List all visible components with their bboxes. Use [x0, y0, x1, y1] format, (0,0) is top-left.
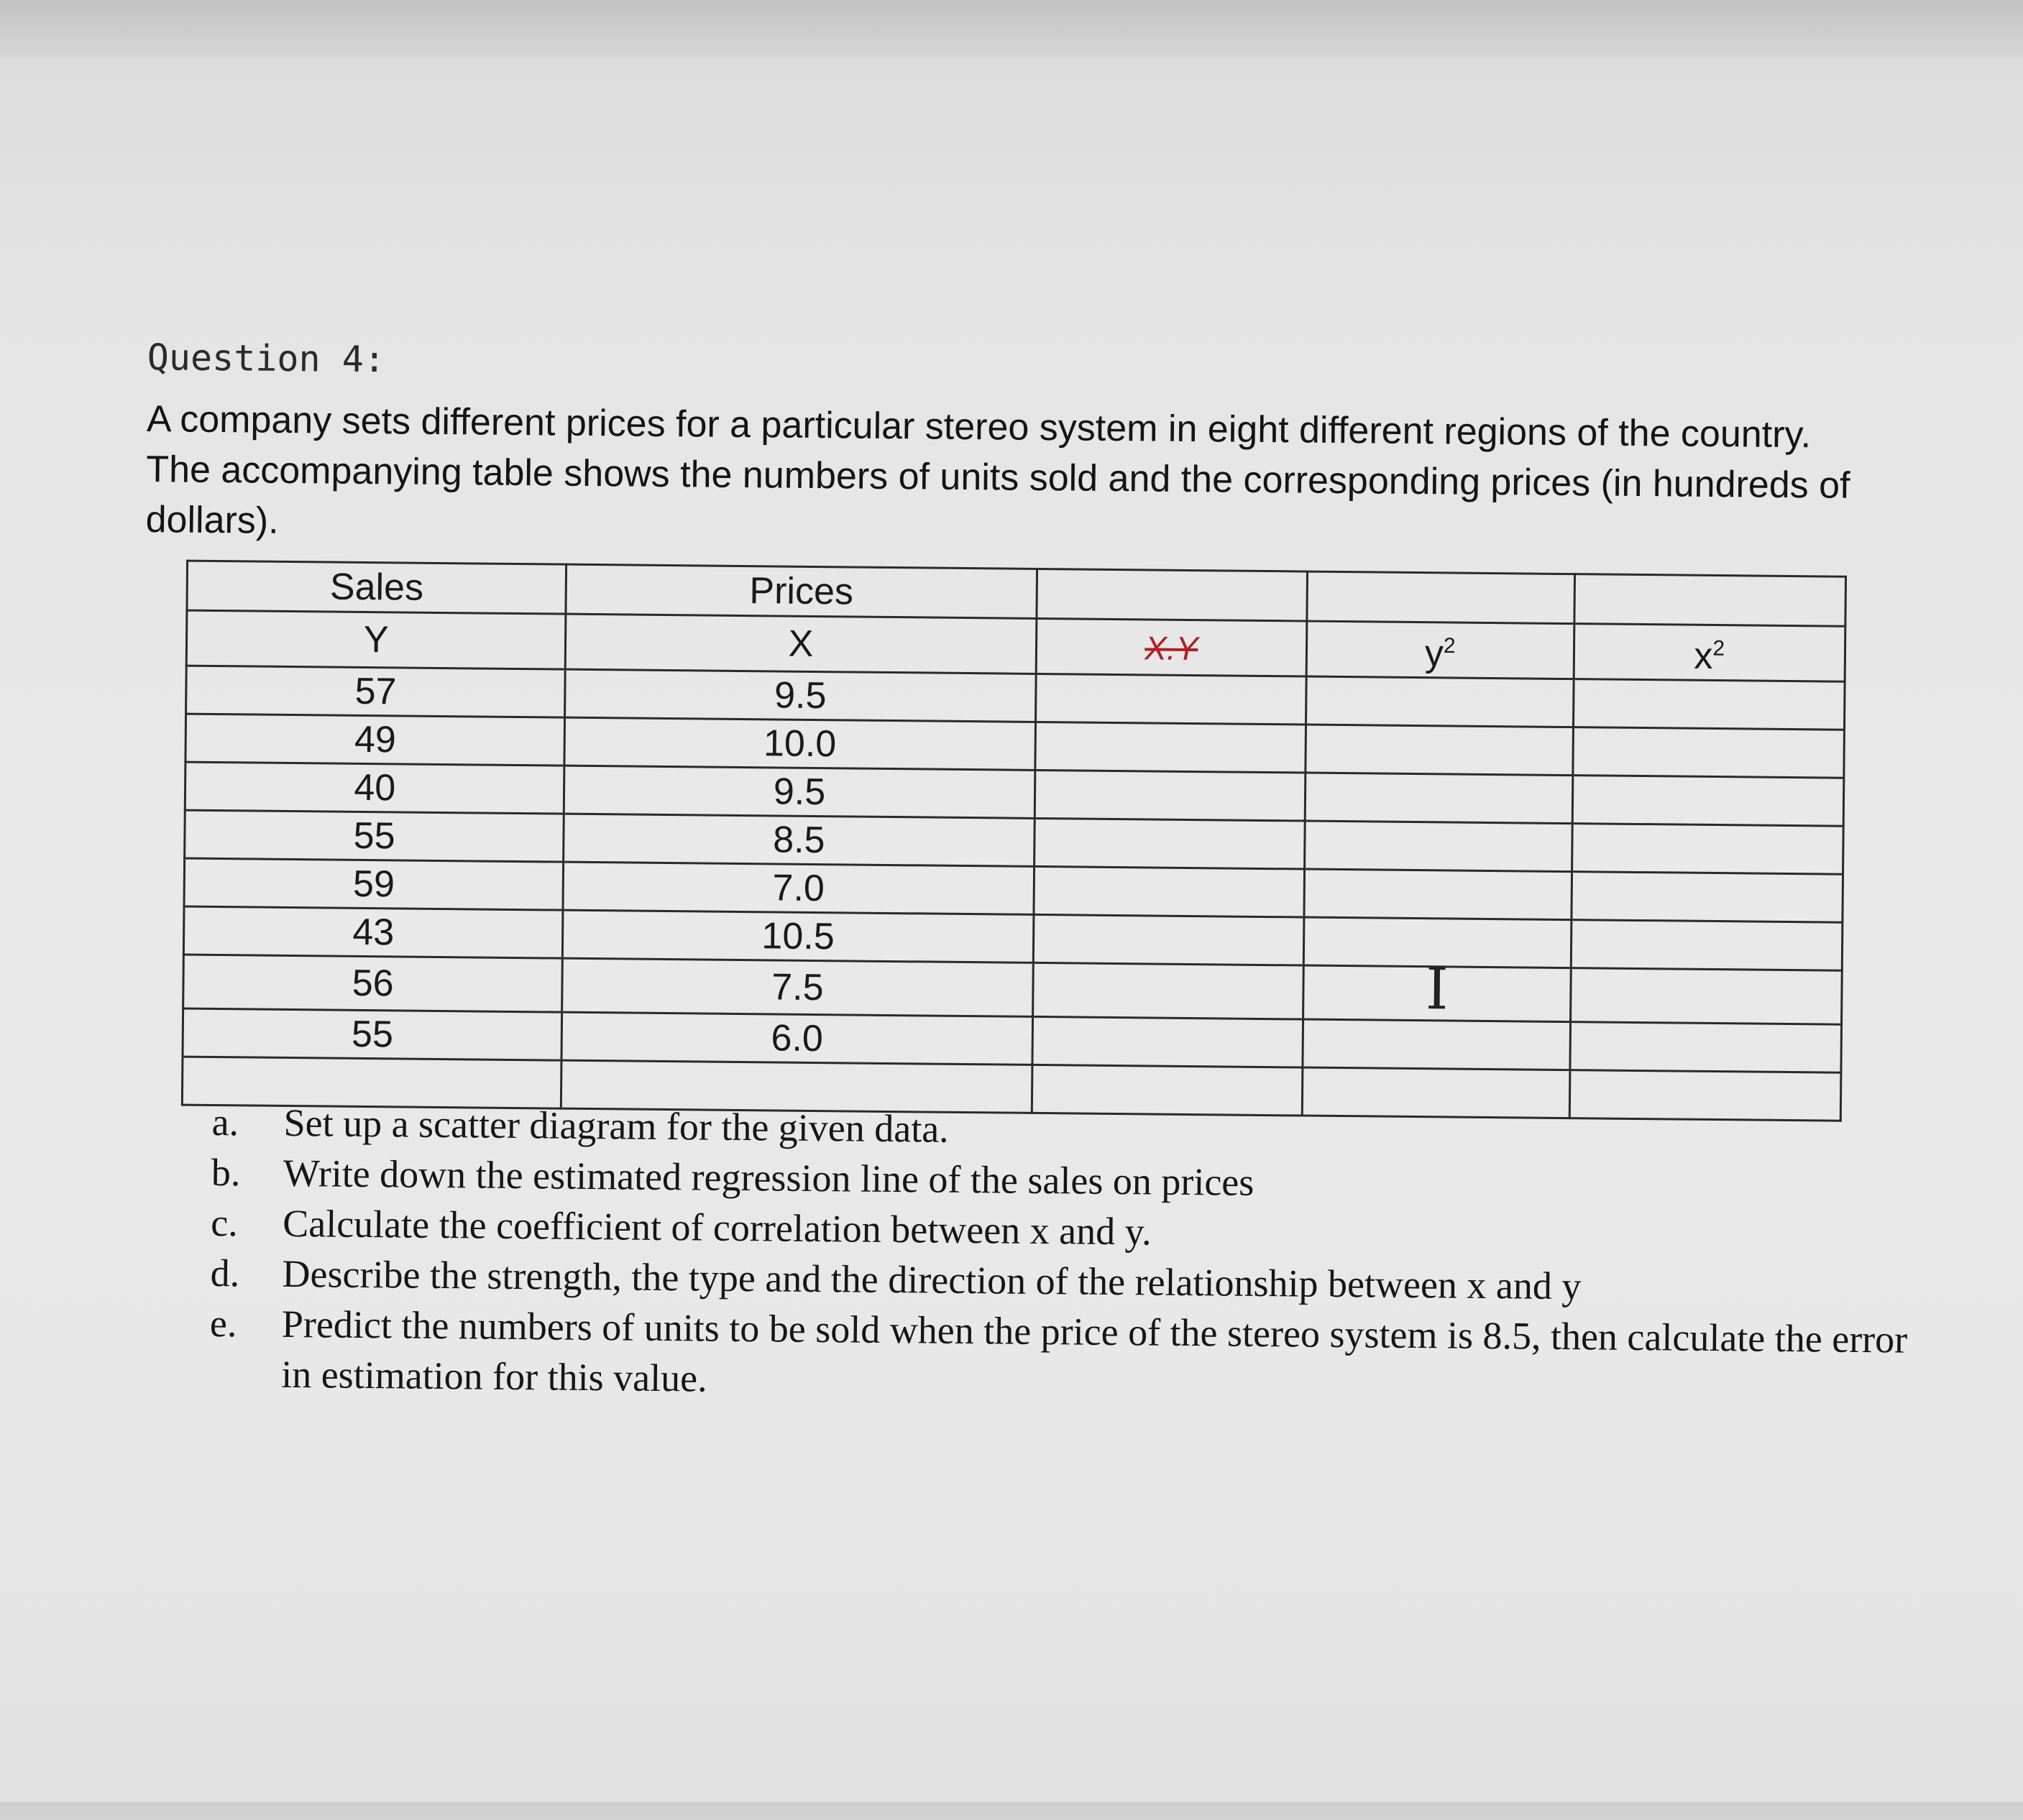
- question-letter: a.: [211, 1100, 239, 1144]
- header-empty-cell: [1307, 571, 1574, 624]
- empty-cell: [1306, 676, 1574, 727]
- empty-cell: [1569, 1022, 1841, 1073]
- y-base: y: [1424, 633, 1444, 675]
- sales-cell: 59: [184, 858, 564, 910]
- question-item: [209, 1298, 1935, 1415]
- sales-cell: 40: [185, 762, 564, 814]
- header-x: X: [566, 614, 1037, 674]
- question-text: Calculate the coefficient of correlation between x and y.: [282, 1201, 1152, 1254]
- sales-cell: 49: [185, 714, 565, 766]
- empty-cell: [1573, 679, 1845, 730]
- empty-cell: [1033, 915, 1304, 966]
- question-letter: e.: [209, 1301, 237, 1346]
- price-cell: 7.0: [563, 862, 1034, 914]
- header-y: Y: [186, 610, 566, 669]
- price-cell: 6.0: [561, 1012, 1032, 1065]
- empty-cell: [1035, 674, 1306, 725]
- empty-cell: [1034, 819, 1305, 870]
- text-cursor-icon: I: [1425, 955, 1449, 1023]
- sales-cell: 55: [185, 810, 564, 862]
- x-base: x: [1694, 635, 1713, 678]
- question-heading: Question 4:: [147, 336, 386, 381]
- price-cell: 7.5: [562, 958, 1033, 1016]
- empty-cell: [1032, 963, 1303, 1020]
- empty-cell: [1572, 776, 1844, 827]
- xy-handwritten-label: X.Y: [1144, 629, 1198, 667]
- empty-cell: [1570, 968, 1842, 1025]
- header-empty-cell: [1574, 574, 1845, 627]
- empty-cell: [1035, 771, 1306, 822]
- header-sales: Sales: [187, 561, 566, 614]
- empty-cell: [1571, 920, 1843, 971]
- empty-cell: [1035, 722, 1306, 773]
- sales-cell: 57: [186, 666, 566, 717]
- price-cell: 9.5: [565, 669, 1036, 722]
- price-cell: 10.0: [564, 717, 1035, 770]
- empty-cell: [1571, 872, 1843, 923]
- question-text: Describe the strength, the type and the direction of the relationship between x and y: [282, 1251, 1582, 1308]
- sales-cell: 56: [183, 955, 563, 1012]
- question-letter: b.: [211, 1150, 241, 1195]
- empty-cell: [1572, 727, 1844, 778]
- question-letter: d.: [210, 1251, 240, 1295]
- empty-cell: [1305, 821, 1572, 872]
- empty-cell: [1303, 955, 1571, 1023]
- empty-cell: [1304, 869, 1572, 920]
- empty-cell: [1572, 824, 1843, 875]
- question-text: Predict the numbers of units to be sold when the price of the stereo system is 8.5, then calculate the error in estimation for this value.: [280, 1302, 1908, 1400]
- y-squared-label: [1425, 633, 1456, 674]
- question-text: Write down the estimated regression line of the sales on prices: [283, 1151, 1254, 1204]
- intro-line: The accompanying table shows the numbers of units sold and the corresponding prices (in hundreds of: [146, 449, 1850, 507]
- intro-line: A company sets different prices for a particular stereo system in eight different regions of the country.: [146, 398, 1812, 456]
- header-y-squared: [1306, 621, 1574, 679]
- sales-cell: 43: [183, 906, 563, 958]
- header-xy: [1036, 618, 1307, 676]
- question-letter: c.: [210, 1200, 239, 1245]
- price-cell: 10.5: [563, 910, 1034, 962]
- header-x-squared: [1574, 624, 1845, 682]
- intro-line: dollars).: [145, 499, 279, 542]
- sales-cell: 55: [183, 1008, 562, 1060]
- empty-cell: [1032, 1017, 1303, 1068]
- data-table: [181, 560, 1847, 1122]
- x-squared-label: [1694, 635, 1725, 677]
- x-exponent: 2: [1712, 636, 1725, 661]
- empty-cell: [1303, 1019, 1570, 1070]
- price-cell: 8.5: [564, 814, 1035, 866]
- empty-cell: [1306, 725, 1573, 776]
- intro-paragraph: [145, 394, 1958, 562]
- question-list: [209, 1097, 1937, 1415]
- price-cell: 9.5: [564, 766, 1035, 818]
- empty-cell: [1033, 867, 1304, 918]
- header-empty-cell: [1036, 569, 1307, 621]
- question-text: Set up a scatter diagram for the given data.: [283, 1100, 950, 1151]
- empty-cell: [1305, 773, 1572, 824]
- y-exponent: 2: [1443, 634, 1456, 658]
- header-prices: Prices: [566, 564, 1037, 618]
